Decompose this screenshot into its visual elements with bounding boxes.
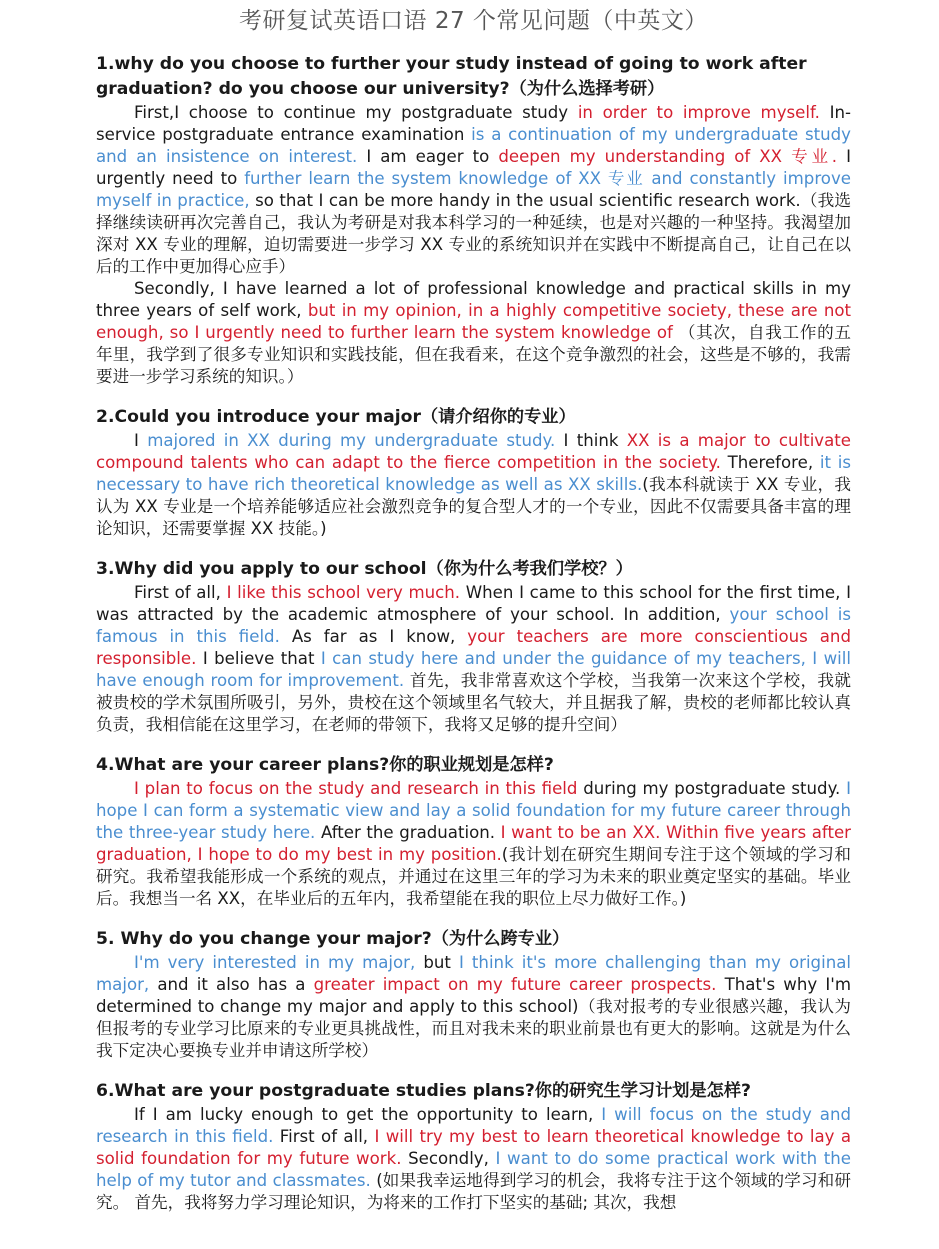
answer-segment-red: I will try my best to learn theoretical knowledge to lay a solid foundation for my future work. [96,1127,851,1168]
question-heading: 4.What are your career plans?你的职业规划是怎样? [96,755,554,775]
answer-segment-black: First of all, [273,1127,375,1146]
answer-segment-red: in order to improve myself. [577,103,820,122]
document-title: 考研复试英语口语 27 个常见问题（中英文） [239,8,708,34]
answer-segment-blue: I will focus on the study and research in this field. [96,1105,851,1146]
answer-segment-black: First of all, [134,583,227,602]
answer-segment-black: First,I choose to continue my postgraduate study [134,103,578,122]
answer-paragraph [96,1104,851,1214]
question-block [96,927,851,1062]
answer-segment-black: After the graduation. [315,823,501,842]
answer-segment-black: In-service postgraduate entrance examination [96,103,851,144]
question-heading: 1.why do you choose to further your study instead of going to work after graduation? do you choose our university?（为什么选择考研） [96,54,807,99]
answer-segment-blue: it is necessary to have rich theoretical knowledge as well as XX skills. [96,453,851,494]
question-heading: 3.Why did you apply to our school（你为什么考我们学校？） [96,559,633,579]
answer-paragraph [96,952,851,1062]
answer-segment-black: and it also has a [149,975,314,994]
question-block [96,52,851,388]
question-heading: 5. Why do you change your major?（为什么跨专业） [96,929,570,949]
question-list [96,52,851,1214]
question-block [96,1079,851,1214]
answer-segment-black: I think [555,431,627,450]
answer-segment-black: 首先，我非常喜欢这个学校，当我第一次来这个学校，我就被贵校的学术氛围所吸引，另外，贵校在这个领域里名气较大，并且据我了解，贵校的老师都比较认真负责，我相信能在这里学习，在老师的带领下，我将又足够的提升空间） [96,671,852,734]
answer-segment-black: Secondly, [401,1149,496,1168]
answer-segment-black: (如果我幸运地得到学习的机会，我将专注于这个领域的学习和研究。 首先，我将努力学习理论知识，为将来的工作打下坚实的基础; 其次，我想 [96,1171,852,1212]
question-heading: 2.Could you introduce your major（请介绍你的专业） [96,407,576,427]
answer-segment-blue: majored in XX during my undergraduate study. [147,431,556,450]
answer-segment-blue: I hope I can form a systematic view and lay a solid foundation for my future career through the three-year study here. [96,779,851,842]
answer-segment-blue: I can study here and under the guidance of my teachers, I will have enough room for improvement. [96,649,851,690]
answer-segment-blue: I want to do some practical work with the help of my tutor and classmates. [96,1149,851,1190]
answer-segment-black: so that I can be more handy in the usual scientific research work.（我选择继续读研再次完善自己，我认为考研是对我本科学习的一种延续，也是对兴趣的一种坚持。我渴望加深对 XX 专业的理解，迫切需要进一步学习 XX 专业的系统知识并在实践中不断提高自己，让自己在以后的工作中更加得心应手） [96,191,851,276]
question-block [96,405,851,540]
answer-segment-black: Secondly, I have learned a lot of professional knowledge and practical skills in my three years of self work, [96,279,851,320]
answer-paragraph [96,278,851,388]
answer-segment-black: (我计划在研究生期间专注于这个领域的学习和研究。我希望我能形成一个系统的观点，并通过在这里三年的学习为未来的职业奠定坚实的基础。毕业后。我想当一名 XX，在毕业后的五年内，我希望能在我的职位上尽力做好工作。) [96,845,851,908]
question-block [96,557,851,736]
question-heading: 6.What are your postgraduate studies plans?你的研究生学习计划是怎样? [96,1081,752,1101]
answer-segment-red: greater impact on my future career prospects. [313,975,717,994]
answer-segment-red: I like this school very much. [226,583,461,602]
answer-paragraph [96,430,851,540]
answer-segment-black: I urgently need to [96,147,852,188]
answer-segment-black: Therefore, [720,453,820,472]
answer-segment-blue: I think it's more challenging than my original major, [96,953,851,994]
answer-segment-black: If I am lucky enough to get the opportunity to learn, [134,1105,602,1124]
answer-segment-black: during my postgraduate study. [577,779,847,798]
question-block [96,753,851,910]
answer-segment-black: I am eager to [357,147,499,166]
answer-segment-red: deepen my understanding of XX 专业. [498,147,838,166]
answer-segment-black: I believe that [196,649,321,668]
answer-segment-blue: your school is famous in this field. [96,605,851,646]
answer-segment-black: I [134,431,148,450]
answer-segment-blue: further learn the system knowledge of XX 专业 and constantly improve myself in practice, [96,169,851,210]
answer-segment-red: I plan to focus on the study and research in this field [134,779,578,798]
answer-segment-black: As far as I know, [279,627,468,646]
answer-segment-black: That's why I'm determined to change my major and apply to this school)（我对报考的专业很感兴趣，我认为但报考的专业学习比原来的专业更具挑战性，而且对我未来的职业前景也有更大的影响。这就是为什么我下定决心要换专业并申请这所学校） [96,975,851,1060]
answer-segment-red: your teachers are more conscientious and responsible. [96,627,851,668]
answer-paragraph [96,102,851,278]
answer-segment-blue: I'm very interested in my major, [134,953,416,972]
answer-paragraph [96,778,851,910]
answer-segment-blue: is a continuation of my undergraduate study and an insistence on interest. [96,125,851,166]
answer-segment-black: （其次，自我工作的五年里，我学到了很多专业知识和实践技能，但在我看来，在这个竞争激烈的社会，这些是不够的，我需要进一步学习系统的知识。） [96,323,851,386]
answer-segment-black: (我本科就读于 XX 专业，我认为 XX 专业是一个培养能够适应社会激烈竞争的复合型人才的一个专业，因此不仅需要具备丰富的理论知识，还需要掌握 XX 技能。) [96,475,851,538]
answer-segment-black: but [415,953,459,972]
answer-paragraph [96,582,851,736]
answer-segment-red: I want to be an XX. Within five years after graduation, I hope to do my best in my position. [96,823,851,864]
answer-segment-red: XX is a major to cultivate compound talents who can adapt to the fierce competition in the society. [96,431,852,472]
answer-segment-red: but in my opinion, in a highly competitive society, these are not enough, so I urgently need to further learn the system knowledge of [96,301,852,342]
answer-segment-black: When I came to this school for the first time, I was attracted by the academic atmosphere of your school. In addition, [96,583,851,624]
